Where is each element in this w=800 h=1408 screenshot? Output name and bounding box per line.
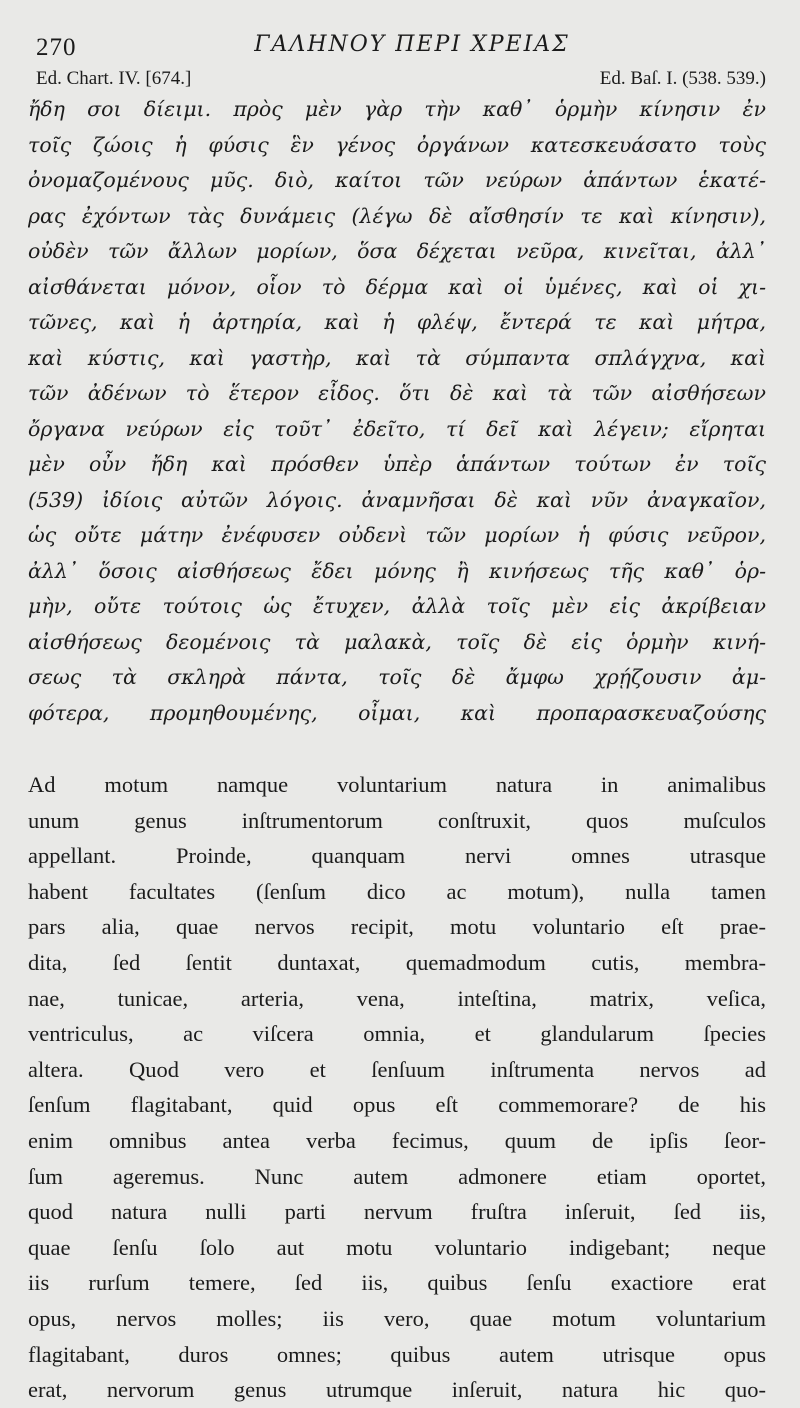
running-head [28, 22, 766, 62]
greek-line: τῶν ἀδένων τὸ ἕτερον εἶδος. ὅτι δὲ καὶ τὰ τῶν αἰσθήσεων [28, 381, 766, 405]
edition-reference-chartier: Ed. Chart. IV. [674.] [36, 68, 192, 89]
greek-line: αἰσθάνεται μόνον, οἷον τὸ δέρμα καὶ οἱ ὑμένες, καὶ οἱ χι- [28, 274, 766, 299]
greek-line: φότερα, προμηθουμένης, οἶμαι, καὶ προπαρασκευαζούσης [28, 700, 766, 725]
greek-line: ὄργανα νεύρων εἰς τοῦτ᾽ ἐδεῖτο, τί δεῖ καὶ λέγειν; εἴρηται [28, 416, 766, 441]
latin-line: enim omnibus antea verba fecimus, quum de ipſis ſeor- [28, 1127, 766, 1153]
edition-reference-basel: Ed. Baſ. I. (538. 539.) [599, 68, 766, 89]
greek-line: τῶνες, καὶ ἡ ἀρτηρία, καὶ ἡ φλέψ, ἔντερά τε καὶ μήτρα, [28, 310, 766, 334]
edition-references [28, 62, 766, 92]
greek-line: μὴν, οὔτε τούτοις ὡς ἔτυχεν, ἀλλὰ τοῖς μὲν εἰς ἀκρίβειαν [28, 594, 766, 618]
latin-line: Ad motum namque voluntarium natura in animalibus [28, 772, 766, 797]
latin-line: ventriculus, ac viſcera omnia, et glandularum ſpecies [28, 1021, 766, 1047]
latin-line: pars alia, quae nervos recipit, motu voluntario eſt prae- [28, 914, 766, 940]
latin-line: dita, ſed ſentit duntaxat, quemadmodum cutis, membra- [28, 949, 766, 975]
running-title: ΓΑΛΗΝΟΥ ΠΕΡΙ ΧΡΕΙΑΣ [254, 32, 570, 57]
greek-line: σεως τὰ σκληρὰ πάντα, τοῖς δὲ ἄμφω χρῄζουσιν ἀμ- [28, 665, 766, 689]
latin-line: quod natura nulli parti nervum fruſtra inſeruit, ſed iis, [28, 1199, 766, 1225]
latin-line: unum genus inſtrumentorum conſtruxit, quos muſculos [28, 807, 766, 833]
greek-line: ὀνομαζομένους μῦς. διὸ, καίτοι τῶν νεύρων ἁπάντων ἑκατέ- [28, 168, 766, 192]
latin-line: erat, nervorum genus utrumque inſeruit, natura hic quo- [28, 1377, 766, 1403]
latin-line: appellant. Proinde, quanquam nervi omnes utrasque [28, 843, 766, 869]
greek-line: μὲν οὖν ἤδη καὶ πρόσθεν ὑπὲρ ἁπάντων τούτων ἐν τοῖς [28, 452, 766, 476]
greek-line: ἤδη σοι δίειμι. πρὸς μὲν γὰρ τὴν καθ᾽ ὁρμὴν κίνησιν ἐν [28, 97, 766, 121]
page-number: 270 [36, 34, 77, 61]
latin-line: flagitabant, duros omnes; quibus autem utrisque opus [28, 1341, 766, 1367]
greek-text-block [28, 92, 766, 731]
greek-line: οὐδὲν τῶν ἄλλων μορίων, ὅσα δέχεται νεῦρα, κινεῖται, ἀλλ᾽ [28, 239, 766, 263]
latin-line: iis rurſum temere, ſed iis, quibus ſenſu exactiore erat [28, 1270, 766, 1296]
latin-line: nae, tunicae, arteria, vena, inteſtina, matrix, veſica, [28, 985, 766, 1011]
greek-line: ἀλλ᾽ ὅσοις αἰσθήσεως ἔδει μόνης ἢ κινήσεως τῆς καθ᾽ ὁρ- [28, 558, 766, 583]
latin-line: habent facultates (ſenſum dico ac motum), nulla tamen [28, 878, 766, 904]
latin-line: altera. Quod vero et ſenſuum inſtrumenta nervos ad [28, 1056, 766, 1082]
greek-line: (539) ἰδίοις αὐτῶν λόγοις. ἀναμνῆσαι δὲ καὶ νῦν ἀναγκαῖον, [28, 487, 766, 512]
latin-text-block [28, 767, 766, 1408]
greek-line: τοῖς ζώοις ἡ φύσις ἓν γένος ὀργάνων κατεσκευάσατο τοὺς [28, 132, 766, 157]
latin-line: ſum ageremus. Nunc autem admonere etiam oportet, [28, 1163, 766, 1189]
greek-line: ρας ἐχόντων τὰς δυνάμεις (λέγω δὲ αἴσθησίν τε καὶ κίνησιν), [28, 203, 766, 228]
latin-line: ſenſum flagitabant, quid opus eſt commemorare? de his [28, 1092, 766, 1118]
greek-line: ὡς οὔτε μάτην ἐνέφυσεν οὐδενὶ τῶν μορίων ἡ φύσις νεῦρον, [28, 523, 766, 547]
latin-line: quae ſenſu ſolo aut motu voluntario indigebant; neque [28, 1234, 766, 1260]
greek-line: αἰσθήσεως δεομένοις τὰ μαλακὰ, τοῖς δὲ εἰς ὁρμὴν κινή- [28, 629, 766, 654]
latin-line: opus, nervos molles; iis vero, quae motum voluntarium [28, 1305, 766, 1331]
greek-line: καὶ κύστις, καὶ γαστὴρ, καὶ τὰ σύμπαντα σπλάγχνα, καὶ [28, 345, 766, 370]
